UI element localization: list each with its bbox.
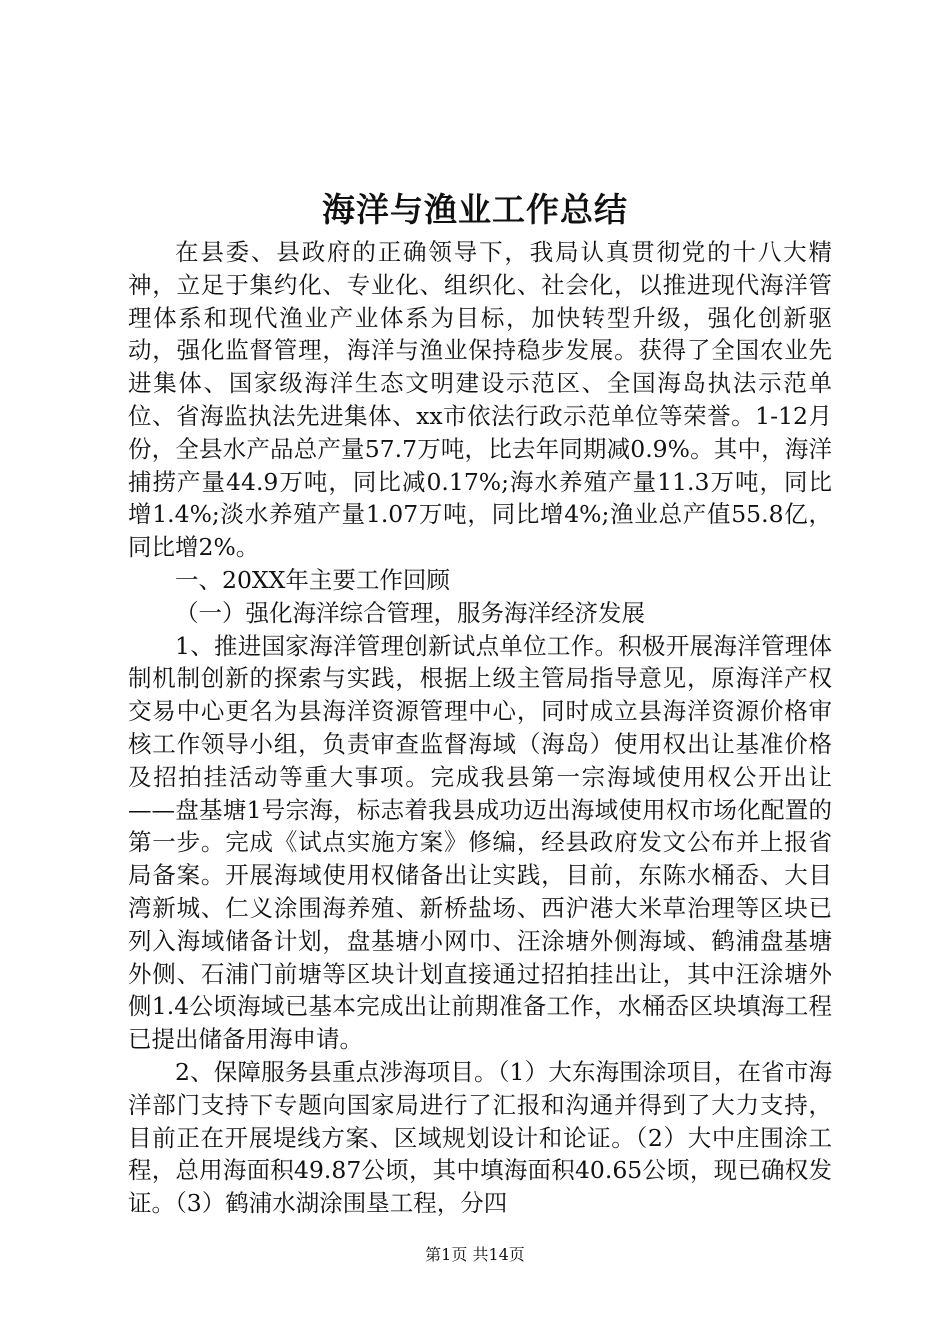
subsection-heading: （一）强化海洋综合管理，服务海洋经济发展 [175, 598, 645, 627]
paragraph-item-2: 2、保障服务县重点涉海项目。（1）大东海围涂项目，在省市海洋部门支持下专题向国家局进行了汇报和沟通并得到了大力支持，目前正在开展堤线方案、区域规划设计和论证。（2）大中庄围涂工程，总用海面积49.87公顷，其中填海面积40.65公顷，现已确权发证。（3）鹤浦水湖涂围垦工程，分四 [128, 1057, 832, 1218]
document-title: 海洋与渔业工作总结 [322, 190, 628, 229]
section-heading: 一、20XX年主要工作回顾 [175, 565, 450, 594]
document-body [128, 236, 832, 1220]
page-footer: 第1页 共14页 [425, 1245, 525, 1264]
paragraph-item-1: 1、推进国家海洋管理创新试点单位工作。积极开展海洋管理体制机制创新的探索与实践，根据上级主管局指导意见，原海洋产权交易中心更名为县海洋资源管理中心，同时成立县海洋资源价格审核工作领导小组，负责审查监督海域（海岛）使用权出让基准价格及招拍挂活动等重大事项。完成我县第一宗海域使用权公开出让——盘基塘1号宗海，标志着我县成功迈出海域使用权市场化配置的第一步。完成《试点实施方案》修编，经县政府发文公布并上报省局备案。开展海域使用权储备出让实践，目前，东陈水桶岙、大目湾新城、仁义涂围海养殖、新桥盐场、西沪港大米草治理等区块已列入海域储备计划，盘基塘小网巾、汪涂塘外侧海域、鹤浦盘基塘外侧、石浦门前塘等区块计划直接通过招拍挂出让，其中汪涂塘外侧1.4公顷海域已基本完成出让前期准备工作，水桶岙区块填海工程已提出储备用海申请。 [128, 631, 832, 1054]
paragraph-intro: 在县委、县政府的正确领导下，我局认真贯彻党的十八大精神，立足于集约化、专业化、组织化、社会化，以推进现代海洋管理体系和现代渔业产业体系为目标，加快转型升级，强化创新驱动，强化监督管理，海洋与渔业保持稳步发展。获得了全国农业先进集体、国家级海洋生态文明建设示范区、全国海岛执法示范单位、省海监执法先进集体、xx市依法行政示范单位等荣誉。1-12月份，全县水产品总产量57.7万吨，比去年同期减0.9%。其中，海洋捕捞产量44.9万吨，同比减0.17%;海水养殖产量11.3万吨，同比增1.4%;淡水养殖产量1.07万吨，同比增4%;渔业总产值55.8亿，同比增2%。 [128, 238, 832, 562]
